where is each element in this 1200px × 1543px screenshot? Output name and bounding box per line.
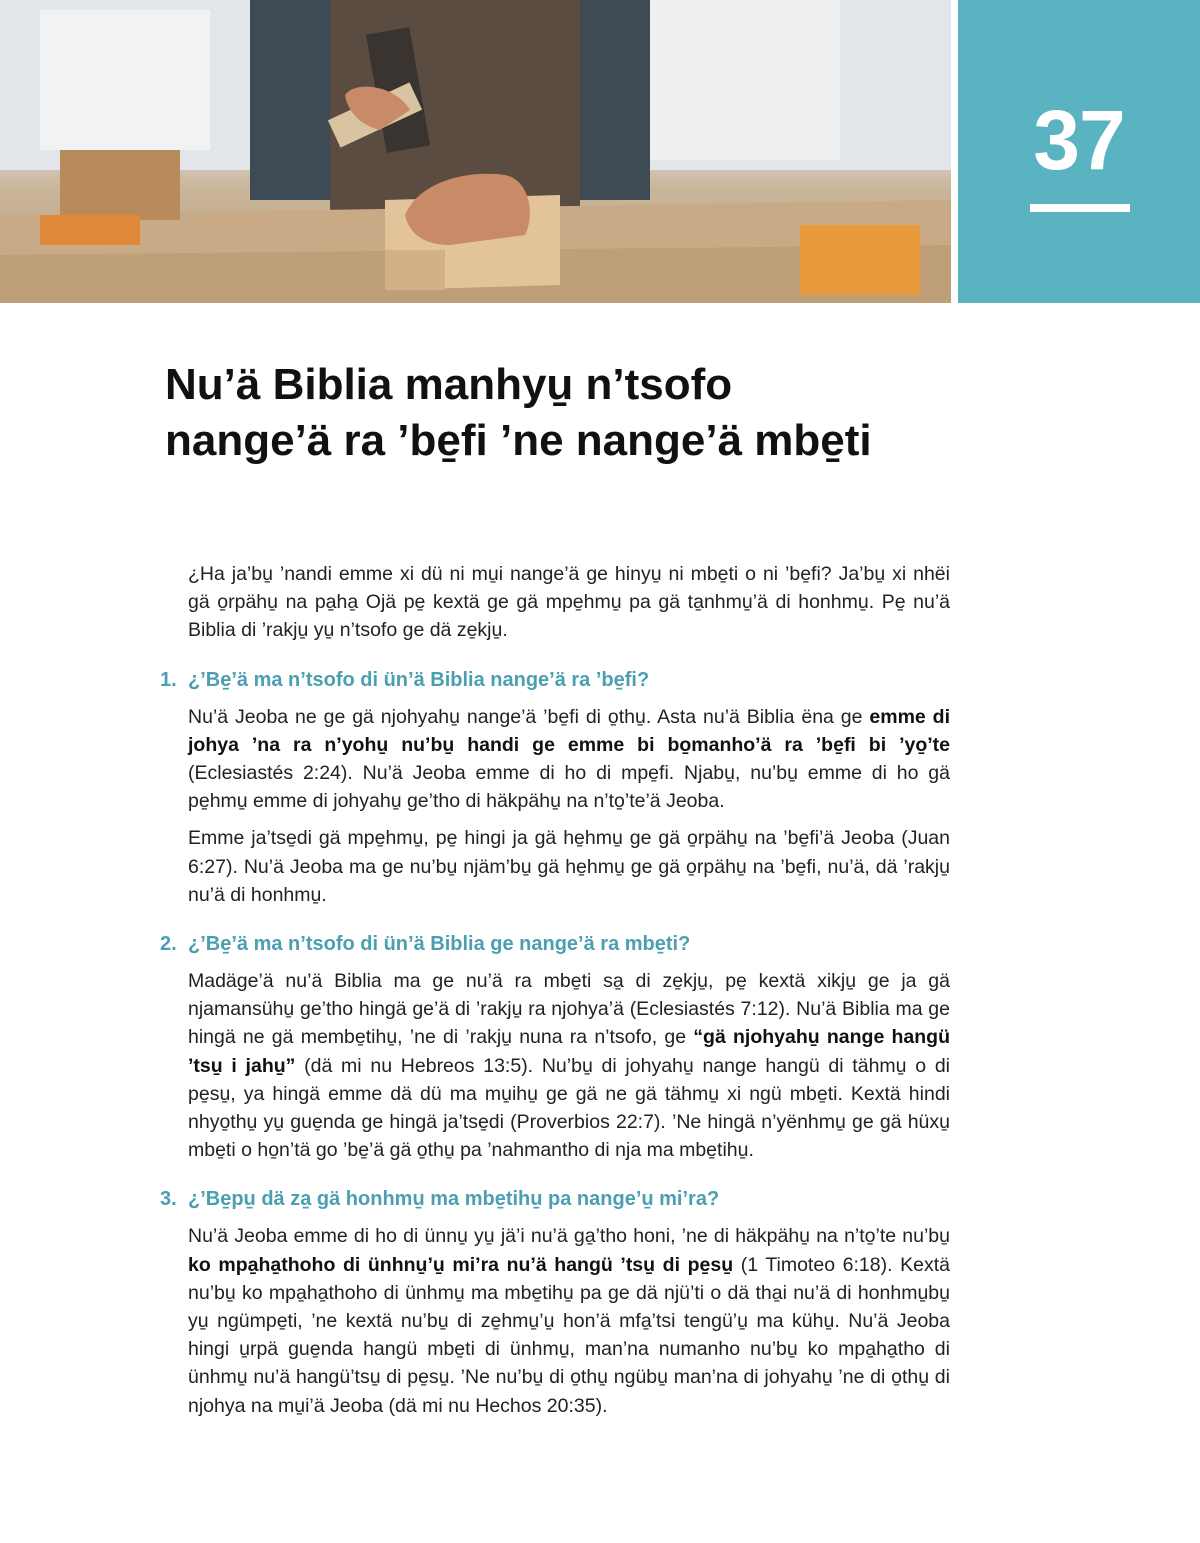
bold-text-run: ko mpa̱ha̱thoho di ünhnu̱’u̱ mi’ra nu’ä hangü ’tsu̱ di pe̱su̱	[188, 1253, 734, 1276]
page-title: Nu’ä Biblia manhyu̱ n’tsofo nange’ä ra ’be̱fi ’ne nange’ä mbe̱ti	[165, 360, 872, 465]
text-run: Nu’ä Jeoba emme di ho di ünnu̱ yu̱ jä’i nu’ä ga̱’tho honi, ’ne di häkpähu̱ na n’to̱’te nu’bu̱	[188, 1225, 950, 1248]
text-run: (Eclesiastés 2:24). Nu’ä Jeoba emme di ho di mpe̱fi. Njabu̱, nu’bu̱ emme di ho gä pe̱hmu̱ emme di johyahu̱ ge’tho di häkpähu̱ na n’to̱’te’ä Jeoba.	[188, 762, 950, 813]
carpenter-photo-illustration	[0, 0, 951, 303]
section-2-paragraph-1	[188, 967, 950, 1164]
lesson-number-underline	[1030, 204, 1130, 212]
section-3-heading	[160, 1184, 950, 1214]
text-run: (dä mi nu Hebreos 13:5). Nu’bu̱ di johyahu̱ nange hangü di tähmu̱ o di pe̱su̱, ya hingä emme dä dü ma mu̱ihu̱ ge gä ne gä tähmu̱ xi ngü mbe̱ti. Kextä hindi nhyo̱thu̱ yu̱ gue̱nda ge hingä ja’tse̱di (Proverbios 22:7). ’Ne hingä n’yënhmu̱ ge gä hüxu̱ mbe̱ti o ho̱n’tä go ’be̱’ä gä o̱thu̱ pa ’nahmantho di nja ma mbe̱tihu̱.	[188, 1054, 950, 1162]
text-run: Madäge’ä nu’ä Biblia ma ge nu’ä ra mbe̱ti sa̱ di ze̱kju̱, pe̱ kextä xikju̱ ge ja gä njamansühu̱ ge’tho hingä ge’ä di ’rakju̱ ra njohya’ä (Eclesiastés 7:12). Nu’ä Biblia ma ge hingä ne gä membe̱tihu̱, ’ne di ’rakju̱ nuna ra n’tsofo, ge	[188, 970, 950, 1049]
lesson-content	[160, 560, 950, 1429]
section-number: 1.	[160, 668, 177, 691]
section-heading-text: ¿’Be̱’ä ma n’tsofo di ün’ä Biblia nange’ä ra ’be̱fi?	[188, 668, 650, 691]
lesson-number: 37	[1033, 93, 1125, 187]
hero-photo	[0, 0, 951, 303]
section-3-paragraph-1	[188, 1222, 950, 1419]
section-heading-text: ¿’Be̱’ä ma n’tsofo di ün’ä Biblia ge nange’ä ra mbe̱ti?	[188, 933, 691, 956]
bold-text-run: “gä njohyahu̱ nange hangü ’tsu̱ i jahu̱”	[188, 1026, 950, 1077]
section-1-paragraph-1	[188, 703, 950, 816]
section-number: 3.	[160, 1188, 177, 1211]
intro-paragraph: ¿Ha ja’bu̱ ’nandi emme xi dü ni mu̱i nange’ä ge hinyu̱ ni mbe̱ti o ni ’be̱fi? Ja’bu̱ xi nhëi gä o̱rpähu̱ na pa̱ha̱ Ojä pe̱ kextä ge gä mpe̱hmu̱ pa gä ta̱nhmu̱’ä di honhmu̱. Pe̱ nu’ä Biblia di ’rakju̱ yu̱ n’tsofo ge dä ze̱kju̱.	[188, 563, 950, 642]
section-2-heading	[160, 929, 950, 959]
text-run: Nu’ä Jeoba ne ge gä njohyahu̱ nange’ä ’be̱fi di o̱thu̱. Asta nu’ä Biblia ëna ge	[188, 705, 870, 728]
text-run: (1 Timoteo 6:18). Kextä nu’bu̱ ko mpa̱ha̱thoho di ünhmu̱ ma mbe̱tihu̱ pa ge dä njü’ti o dä tha̱i nu’ä di honhmu̱bu̱ yu̱ ngümpe̱ti, ’ne kextä nu’bu̱ di ze̱hmu̱’u̱ hon’ä mfa̱’tsi tengü’u̱ ma kühu̱. Nu’ä Jeoba hingi u̱rpä gue̱nda hangü mbe̱ti di ünhmu̱, man’na numanho nu’bu̱ ko mpa̱ha̱tho di ünhmu̱ nu’ä hangü’tsu̱ di pe̱su̱. ’Ne nu’bu̱ di o̱thu̱ ngübu̱ man’na di johyahu̱ ’ne di o̱thu̱ di njohya na mu̱i’ä Jeoba (dä mi nu Hechos 20:35).	[188, 1253, 950, 1417]
section-1-paragraph-2: Emme ja’tse̱di gä mpe̱hmu̱, pe̱ hingi ja gä he̱hmu̱ ge gä o̱rpähu̱ na ’be̱fi’ä Jeoba (Juan 6:27). Nu’ä Jeoba ma ge nu’bu̱ njäm’bu̱ gä he̱hmu̱ ge gä o̱rpähu̱ na ’be̱fi, nu’ä, dä ’rakju̱ nu’ä di honhmu̱.	[188, 827, 950, 906]
lesson-number-box	[958, 0, 1200, 303]
section-1-heading	[160, 665, 950, 695]
bold-text-run: emme di johya ’na ra n’yohu̱ nu’bu̱ handi ge emme bi bo̱manho’ä ra ’be̱fi bi ’yo̱’te	[188, 705, 950, 756]
section-number: 2.	[160, 933, 177, 956]
section-heading-text: ¿’Be̱pu̱ dä za̱ gä honhmu̱ ma mbe̱tihu̱ pa nange’u̱ mi’ra?	[188, 1188, 720, 1211]
